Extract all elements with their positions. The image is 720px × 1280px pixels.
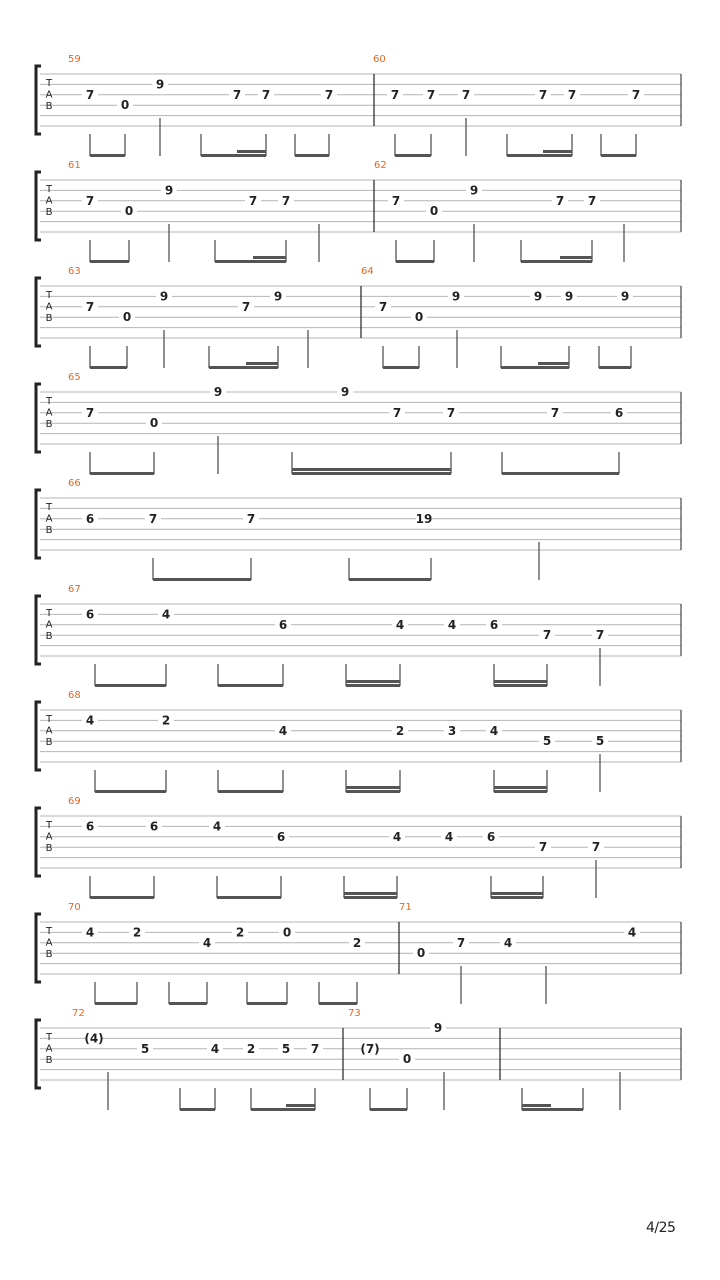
tab-clef-letter: T xyxy=(45,820,53,831)
note-beam xyxy=(346,680,400,683)
fret-number: 4 xyxy=(85,925,95,940)
note-beam xyxy=(383,366,419,369)
tab-clef-letter: A xyxy=(45,831,53,843)
tab-clef-letter: T xyxy=(45,184,53,195)
note-beam xyxy=(344,896,397,899)
note-beam xyxy=(601,154,636,157)
note-beam xyxy=(494,786,547,789)
fret-number: 5 xyxy=(595,734,605,749)
tab-clef-letter: B xyxy=(45,843,53,854)
tab-clef-letter: A xyxy=(45,89,53,101)
measure-number: 71 xyxy=(399,902,412,913)
fret-number: 9 xyxy=(564,289,574,304)
note-beam xyxy=(502,472,619,475)
fret-number: 4 xyxy=(489,723,499,738)
fret-number: 5 xyxy=(140,1041,150,1056)
measure-number: 70 xyxy=(68,902,81,913)
fret-number: 7 xyxy=(542,628,552,643)
fret-number: 6 xyxy=(278,617,288,632)
note-beam xyxy=(522,1104,551,1107)
fret-number: 6 xyxy=(85,607,95,622)
measure-number: 73 xyxy=(348,1008,361,1019)
fret-number: 7 xyxy=(426,87,436,102)
fret-number: 9 xyxy=(451,289,461,304)
note-beam xyxy=(95,1002,137,1005)
note-beam xyxy=(543,150,572,153)
fret-number: 2 xyxy=(395,723,405,738)
fret-number: 4 xyxy=(392,829,402,844)
note-beam xyxy=(90,896,154,899)
note-beam xyxy=(90,366,127,369)
tab-system xyxy=(36,596,681,687)
note-beam xyxy=(95,684,166,687)
fret-number: 9 xyxy=(340,385,350,399)
note-beam xyxy=(246,362,278,365)
note-beam xyxy=(292,472,451,475)
fret-number: 9 xyxy=(155,77,165,92)
note-beam xyxy=(153,578,251,581)
note-beam xyxy=(344,892,397,895)
note-beam xyxy=(218,790,283,793)
fret-number: 4 xyxy=(212,819,222,834)
fret-number: 7 xyxy=(148,511,158,526)
fret-number: 2 xyxy=(246,1041,256,1056)
fret-number: 7 xyxy=(591,840,601,855)
tab-system xyxy=(36,278,681,369)
system-bracket xyxy=(36,1020,41,1088)
tab-system xyxy=(36,172,681,263)
system-bracket xyxy=(36,596,41,664)
fret-number: 0 xyxy=(124,204,134,219)
fret-number: 9 xyxy=(433,1021,443,1035)
system-bracket xyxy=(36,278,41,346)
fret-number: 6 xyxy=(489,617,499,632)
note-beam xyxy=(494,684,547,687)
note-beam xyxy=(346,786,400,789)
tab-system xyxy=(36,66,681,157)
tab-clef-letter: B xyxy=(45,207,53,218)
tab-clef-letter: T xyxy=(45,78,53,89)
note-beam xyxy=(491,896,543,899)
fret-number: 4 xyxy=(444,829,454,844)
fret-number: (7) xyxy=(360,1041,380,1056)
tab-clef-letter: B xyxy=(45,101,53,112)
note-beam xyxy=(209,366,278,369)
tab-clef-letter: B xyxy=(45,525,53,536)
system-bracket xyxy=(36,490,41,558)
note-beam xyxy=(521,260,592,263)
measure-number: 64 xyxy=(361,266,374,277)
fret-number: 7 xyxy=(261,87,271,102)
note-beam xyxy=(370,1108,407,1111)
fret-number: 5 xyxy=(281,1041,291,1056)
tab-clef-letter: T xyxy=(45,396,53,407)
fret-number: 7 xyxy=(281,193,291,208)
fret-number: 7 xyxy=(567,87,577,102)
note-beam xyxy=(247,1002,287,1005)
fret-number: 7 xyxy=(248,193,258,208)
note-beam xyxy=(599,366,631,369)
tab-system xyxy=(36,384,681,475)
note-beam xyxy=(215,260,286,263)
tab-system xyxy=(36,914,681,1005)
note-beam xyxy=(295,154,329,157)
tab-clef-letter: T xyxy=(45,502,53,513)
fret-number: 2 xyxy=(132,925,142,940)
tab-clef-letter: B xyxy=(45,631,53,642)
note-beam xyxy=(349,578,431,581)
fret-number: 7 xyxy=(391,193,401,208)
tab-clef-letter: A xyxy=(45,513,53,525)
note-beam xyxy=(253,256,286,259)
fret-number: 6 xyxy=(85,511,95,526)
fret-number: 6 xyxy=(149,819,159,834)
measure-number: 60 xyxy=(373,54,386,65)
note-beam xyxy=(522,1108,583,1111)
system-bracket xyxy=(36,384,41,452)
note-beam xyxy=(90,260,129,263)
fret-number: 7 xyxy=(555,193,565,208)
fret-number: 7 xyxy=(595,628,605,643)
tab-clef-letter: A xyxy=(45,301,53,313)
tab-clef-letter: A xyxy=(45,407,53,419)
fret-number: 4 xyxy=(395,617,405,632)
measure-number: 66 xyxy=(68,478,81,489)
tab-clef-letter: T xyxy=(45,926,53,937)
measure-number: 65 xyxy=(68,372,81,383)
fret-number: 9 xyxy=(159,289,169,304)
fret-number: 7 xyxy=(310,1041,320,1056)
fret-number: 2 xyxy=(161,713,171,728)
tab-clef-letter: T xyxy=(45,714,53,725)
fret-number: 7 xyxy=(538,87,548,102)
fret-number: 7 xyxy=(324,87,334,102)
fret-number: 7 xyxy=(390,87,400,102)
measure-number: 67 xyxy=(68,584,81,595)
tab-clef-letter: B xyxy=(45,1055,53,1066)
tab-system xyxy=(36,808,681,899)
note-beam xyxy=(491,892,543,895)
system-bracket xyxy=(36,808,41,876)
tab-system xyxy=(36,702,681,793)
tab-clef-letter: T xyxy=(45,290,53,301)
fret-number: 0 xyxy=(402,1052,412,1067)
fret-number: 7 xyxy=(461,87,471,102)
note-beam xyxy=(251,1108,315,1111)
tab-clef-letter: B xyxy=(45,737,53,748)
note-beam xyxy=(319,1002,357,1005)
measure-number: 69 xyxy=(68,796,81,807)
fret-number: (4) xyxy=(84,1031,104,1046)
fret-number: 9 xyxy=(533,289,543,304)
tab-clef-letter: T xyxy=(45,608,53,619)
fret-number: 0 xyxy=(149,416,159,431)
note-beam xyxy=(95,790,166,793)
fret-number: 6 xyxy=(85,819,95,834)
note-beam xyxy=(507,154,572,157)
fret-number: 4 xyxy=(503,935,513,950)
fret-number: 9 xyxy=(620,289,630,304)
measure-number: 62 xyxy=(374,160,387,171)
fret-number: 4 xyxy=(627,925,637,940)
fret-number: 0 xyxy=(416,946,426,961)
measure-number: 68 xyxy=(68,690,81,701)
system-bracket xyxy=(36,702,41,770)
fret-number: 6 xyxy=(276,829,286,844)
fret-number: 7 xyxy=(241,299,251,314)
note-beam xyxy=(395,154,431,157)
fret-number: 4 xyxy=(447,617,457,632)
system-bracket xyxy=(36,172,41,240)
fret-number: 5 xyxy=(542,734,552,749)
measure-number: 61 xyxy=(68,160,81,171)
page-number: 4/25 xyxy=(646,1220,676,1236)
note-beam xyxy=(346,790,400,793)
fret-number: 6 xyxy=(614,405,624,420)
fret-number: 4 xyxy=(202,935,212,950)
note-beam xyxy=(292,468,451,471)
fret-number: 4 xyxy=(278,723,288,738)
system-bracket xyxy=(36,66,41,134)
fret-number: 7 xyxy=(85,299,95,314)
fret-number: 6 xyxy=(486,829,496,844)
note-beam xyxy=(538,362,569,365)
fret-number: 7 xyxy=(85,87,95,102)
note-beam xyxy=(286,1104,315,1107)
note-beam xyxy=(346,684,400,687)
tab-clef-letter: T xyxy=(45,1032,53,1043)
tab-clef-letter: B xyxy=(45,313,53,324)
tab-clef-letter: A xyxy=(45,619,53,631)
note-beam xyxy=(180,1108,215,1111)
note-beam xyxy=(201,154,266,157)
fret-number: 7 xyxy=(85,193,95,208)
fret-number: 2 xyxy=(235,925,245,940)
measure-number: 72 xyxy=(72,1008,85,1019)
fret-number: 7 xyxy=(587,193,597,208)
fret-number: 7 xyxy=(246,511,256,526)
fret-number: 0 xyxy=(429,204,439,219)
fret-number: 4 xyxy=(210,1041,220,1056)
fret-number: 0 xyxy=(282,925,292,940)
fret-number: 4 xyxy=(161,607,171,622)
note-beam xyxy=(217,896,281,899)
fret-number: 7 xyxy=(446,405,456,420)
tab-clef-letter: B xyxy=(45,949,53,960)
note-beam xyxy=(501,366,569,369)
tab-clef-letter: B xyxy=(45,419,53,430)
tab-clef-letter: A xyxy=(45,195,53,207)
fret-number: 3 xyxy=(447,723,457,738)
fret-number: 7 xyxy=(538,840,548,855)
fret-number: 9 xyxy=(469,183,479,198)
tab-clef-letter: A xyxy=(45,937,53,949)
tab-clef-letter: A xyxy=(45,1043,53,1055)
fret-number: 4 xyxy=(85,713,95,728)
fret-number: 7 xyxy=(232,87,242,102)
note-beam xyxy=(169,1002,207,1005)
fret-number: 7 xyxy=(631,87,641,102)
note-beam xyxy=(218,684,283,687)
note-beam xyxy=(237,150,266,153)
fret-number: 7 xyxy=(550,405,560,420)
system-bracket xyxy=(36,914,41,982)
fret-number: 7 xyxy=(378,299,388,314)
measure-number: 59 xyxy=(68,54,81,65)
fret-number: 7 xyxy=(456,935,466,950)
note-beam xyxy=(494,790,547,793)
fret-number: 9 xyxy=(273,289,283,304)
note-beam xyxy=(90,472,154,475)
tab-clef-letter: A xyxy=(45,725,53,737)
fret-number: 2 xyxy=(352,935,362,950)
note-beam xyxy=(560,256,592,259)
fret-number: 7 xyxy=(85,405,95,420)
fret-number: 19 xyxy=(415,511,433,526)
measure-number: 63 xyxy=(68,266,81,277)
fret-number: 9 xyxy=(213,385,223,399)
fret-number: 0 xyxy=(122,310,132,325)
tab-system xyxy=(36,1020,681,1111)
note-beam xyxy=(90,154,125,157)
fret-number: 0 xyxy=(120,98,130,113)
note-beam xyxy=(494,680,547,683)
tab-system xyxy=(36,490,681,581)
fret-number: 9 xyxy=(164,183,174,198)
fret-number: 7 xyxy=(392,405,402,420)
note-beam xyxy=(396,260,434,263)
fret-number: 0 xyxy=(414,310,424,325)
